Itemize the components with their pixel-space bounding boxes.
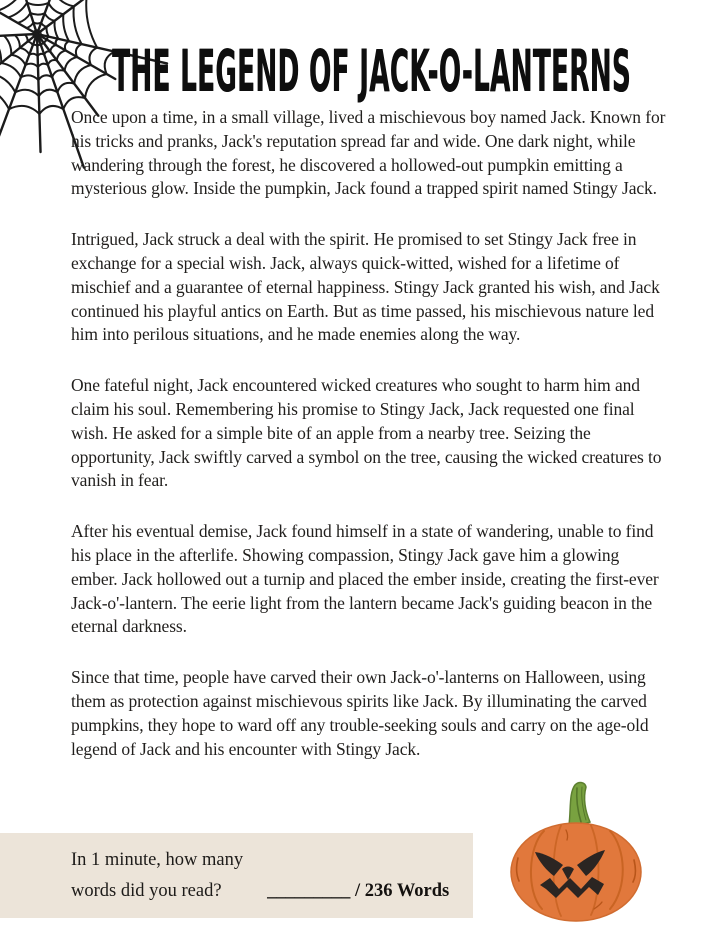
story-paragraph: Since that time, people have carved their own Jack-o'-lanterns on Halloween, using them as protection against mischievous spirits like Jack. By illuminating the carved pumpkins, they hope to ward off any trouble-seeking souls and carry on the age-old legend of Jack and his encounter with Stingy Jack. xyxy=(71,667,649,759)
answer-area xyxy=(267,881,449,902)
story-paragraph: One fateful night, Jack encountered wicked creatures who sought to harm him and claim his soul. Remembering his promise to Stingy Jack, Jack requested one final wish. He asked for a simple bite of an apple from a nearby tree. Seizing the opportunity, Jack swiftly carved a symbol on the tree, causing the wicked creatures to vanish in fear. xyxy=(71,375,662,491)
story-paragraph: Once upon a time, in a small village, lived a mischievous boy named Jack. Known for his tricks and pranks, Jack's reputation spread far and wide. One dark night, while wandering through the forest, he discovered a hollowed-out pumpkin emitting a mysterious glow. Inside the pumpkin, Jack found a trapped spirit named Stingy Jack. xyxy=(71,107,666,199)
story-paragraph: Intrigued, Jack struck a deal with the spirit. He promised to set Stingy Jack free in exchange for a special wish. Jack, always quick-witted, wished for a lifetime of mischief and a guarantee of eternal happiness. Stingy Jack granted his wish, and Jack continued his playful antics on Earth. But as time passed, his mischievous nature led him into perilous situations, and he made enemies along the way. xyxy=(71,229,660,345)
question-line-1: In 1 minute, how many xyxy=(71,849,244,870)
jack-o-lantern-icon xyxy=(506,780,648,925)
reading-question xyxy=(71,845,243,907)
story-text xyxy=(71,106,669,788)
word-count-box xyxy=(0,833,473,918)
question-line-2: words did you read? xyxy=(71,880,222,901)
story-paragraph: After his eventual demise, Jack found himself in a state of wandering, unable to find his place in the afterlife. Showing compassion, Stingy Jack gave him a glowing ember. Jack hollowed out a turnip and placed the ember inside, creating the first-ever Jack-o'-lantern. The eerie light from the lantern became Jack's guiding beacon in the eternal darkness. xyxy=(71,521,659,637)
page-title: THE LEGEND OF JACK-O-LANTERNS xyxy=(112,37,631,105)
answer-blank: _________ xyxy=(267,881,351,901)
word-total-label: / 236 Words xyxy=(355,881,450,901)
